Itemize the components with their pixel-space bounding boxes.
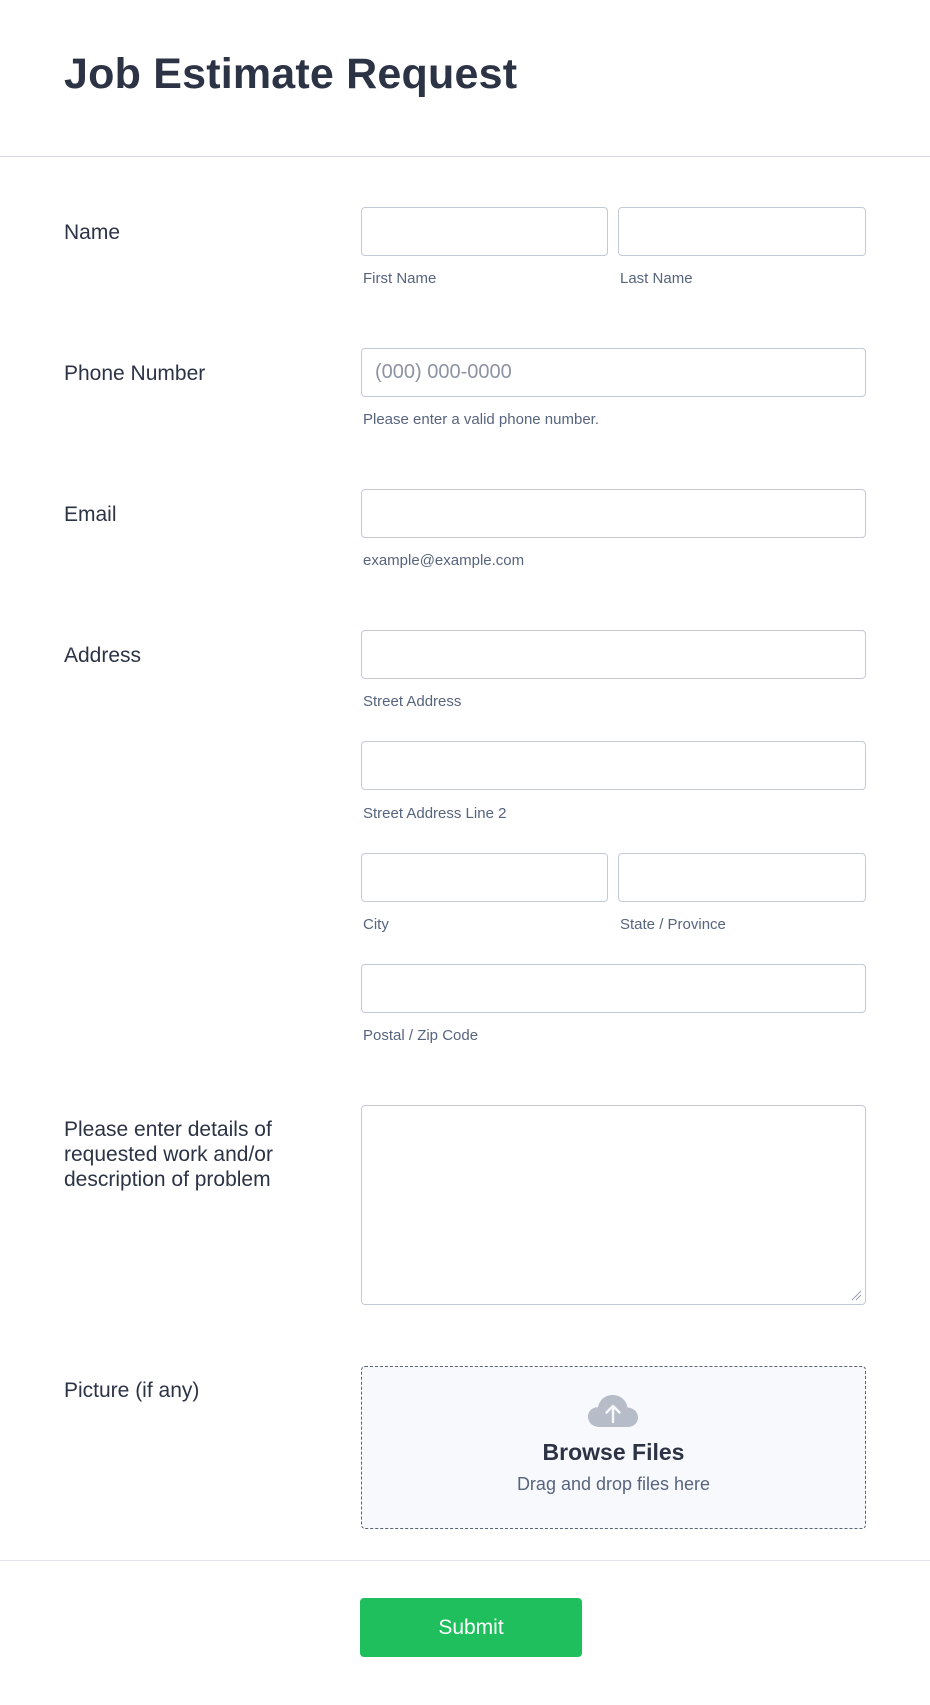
postal-code-sublabel: Postal / Zip Code [363, 1027, 479, 1044]
state-input[interactable] [618, 853, 866, 902]
details-textarea[interactable] [361, 1105, 866, 1305]
submit-button[interactable]: Submit [360, 1598, 582, 1657]
street-address-line2-sublabel: Street Address Line 2 [363, 805, 507, 822]
details-label-line2: requested work and/or [64, 1143, 273, 1166]
footer-divider [0, 1560, 930, 1561]
phone-input[interactable] [361, 348, 866, 397]
file-dropzone[interactable] [361, 1366, 866, 1529]
email-sublabel: example@example.com [363, 552, 525, 569]
details-label-line1: Please enter details of [64, 1118, 272, 1141]
address-label: Address [64, 644, 142, 667]
last-name-input[interactable] [618, 207, 866, 256]
form-title: Job Estimate Request [64, 50, 518, 98]
street-address-input[interactable] [361, 630, 866, 679]
drag-drop-text: Drag and drop files here [516, 1474, 711, 1494]
email-label: Email [64, 503, 117, 526]
picture-label: Picture (if any) [64, 1379, 200, 1402]
phone-sublabel: Please enter a valid phone number. [363, 411, 599, 428]
browse-files-label[interactable]: Browse Files [542, 1439, 685, 1465]
street-address-line2-input[interactable] [361, 741, 866, 790]
cloud-upload-icon [587, 1393, 639, 1429]
first-name-input[interactable] [361, 207, 608, 256]
city-input[interactable] [361, 853, 608, 902]
city-sublabel: City [363, 916, 389, 933]
email-input[interactable] [361, 489, 866, 538]
name-label: Name [64, 221, 121, 244]
details-label-line3: description of problem [64, 1168, 271, 1191]
resize-grip-icon[interactable] [850, 1289, 862, 1301]
postal-code-input[interactable] [361, 964, 866, 1013]
state-sublabel: State / Province [620, 916, 726, 933]
first-name-sublabel: First Name [363, 270, 437, 287]
form-header [0, 0, 930, 157]
phone-label: Phone Number [64, 362, 206, 385]
street-address-sublabel: Street Address [363, 693, 462, 710]
last-name-sublabel: Last Name [620, 270, 693, 287]
